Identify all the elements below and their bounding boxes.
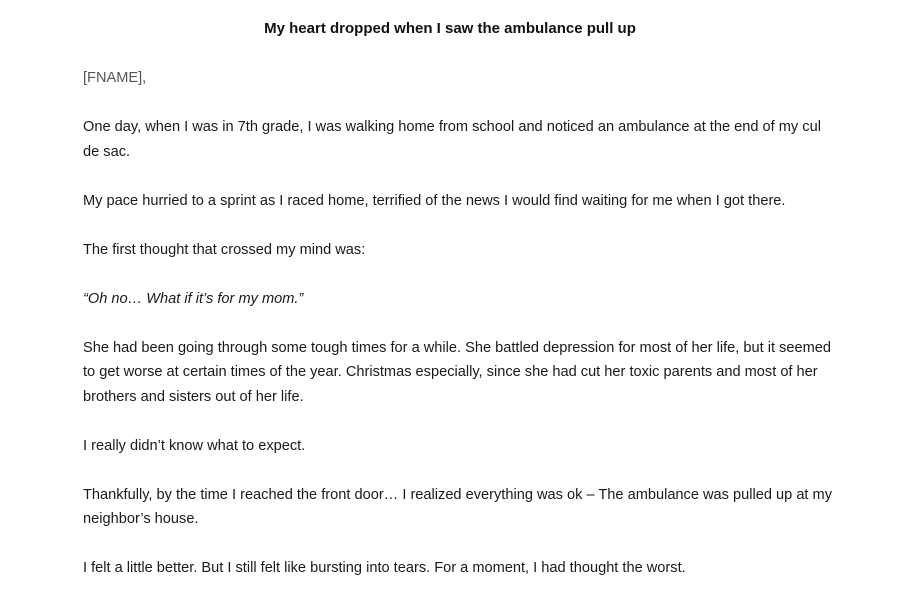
paragraph-2: My pace hurried to a sprint as I raced home, terrified of the news I would find waiting for me when I got there.: [83, 192, 786, 209]
document-title: My heart dropped when I saw the ambulance pull up: [264, 20, 636, 37]
paragraph-3: The first thought that crossed my mind was:: [83, 241, 366, 258]
paragraph-8: I felt a little better. But I still felt like bursting into tears. For a moment, I had thought the worst.: [83, 560, 686, 576]
greeting-placeholder: [FNAME],: [83, 70, 147, 86]
paragraph-6: I really didn’t know what to expect.: [83, 437, 306, 454]
paragraph-5: She had been going through some tough times for a while. She battled depression for most of her life, but it seemed to get worse at certain times of the year. Christmas especially, since she had cut her toxic parents and most of her brothers and sisters out of her life.: [83, 339, 831, 405]
paragraph-1: One day, when I was in 7th grade, I was walking home from school and noticed an ambulance at the end of my cul de sac.: [83, 119, 821, 160]
quote-paragraph: “Oh no… What if it’s for my mom.”: [83, 290, 304, 307]
document-body: [83, 66, 833, 605]
paragraph-7: Thankfully, by the time I reached the front door… I realized everything was ok – The ambulance was pulled up at my neighbor’s house.: [83, 486, 832, 527]
